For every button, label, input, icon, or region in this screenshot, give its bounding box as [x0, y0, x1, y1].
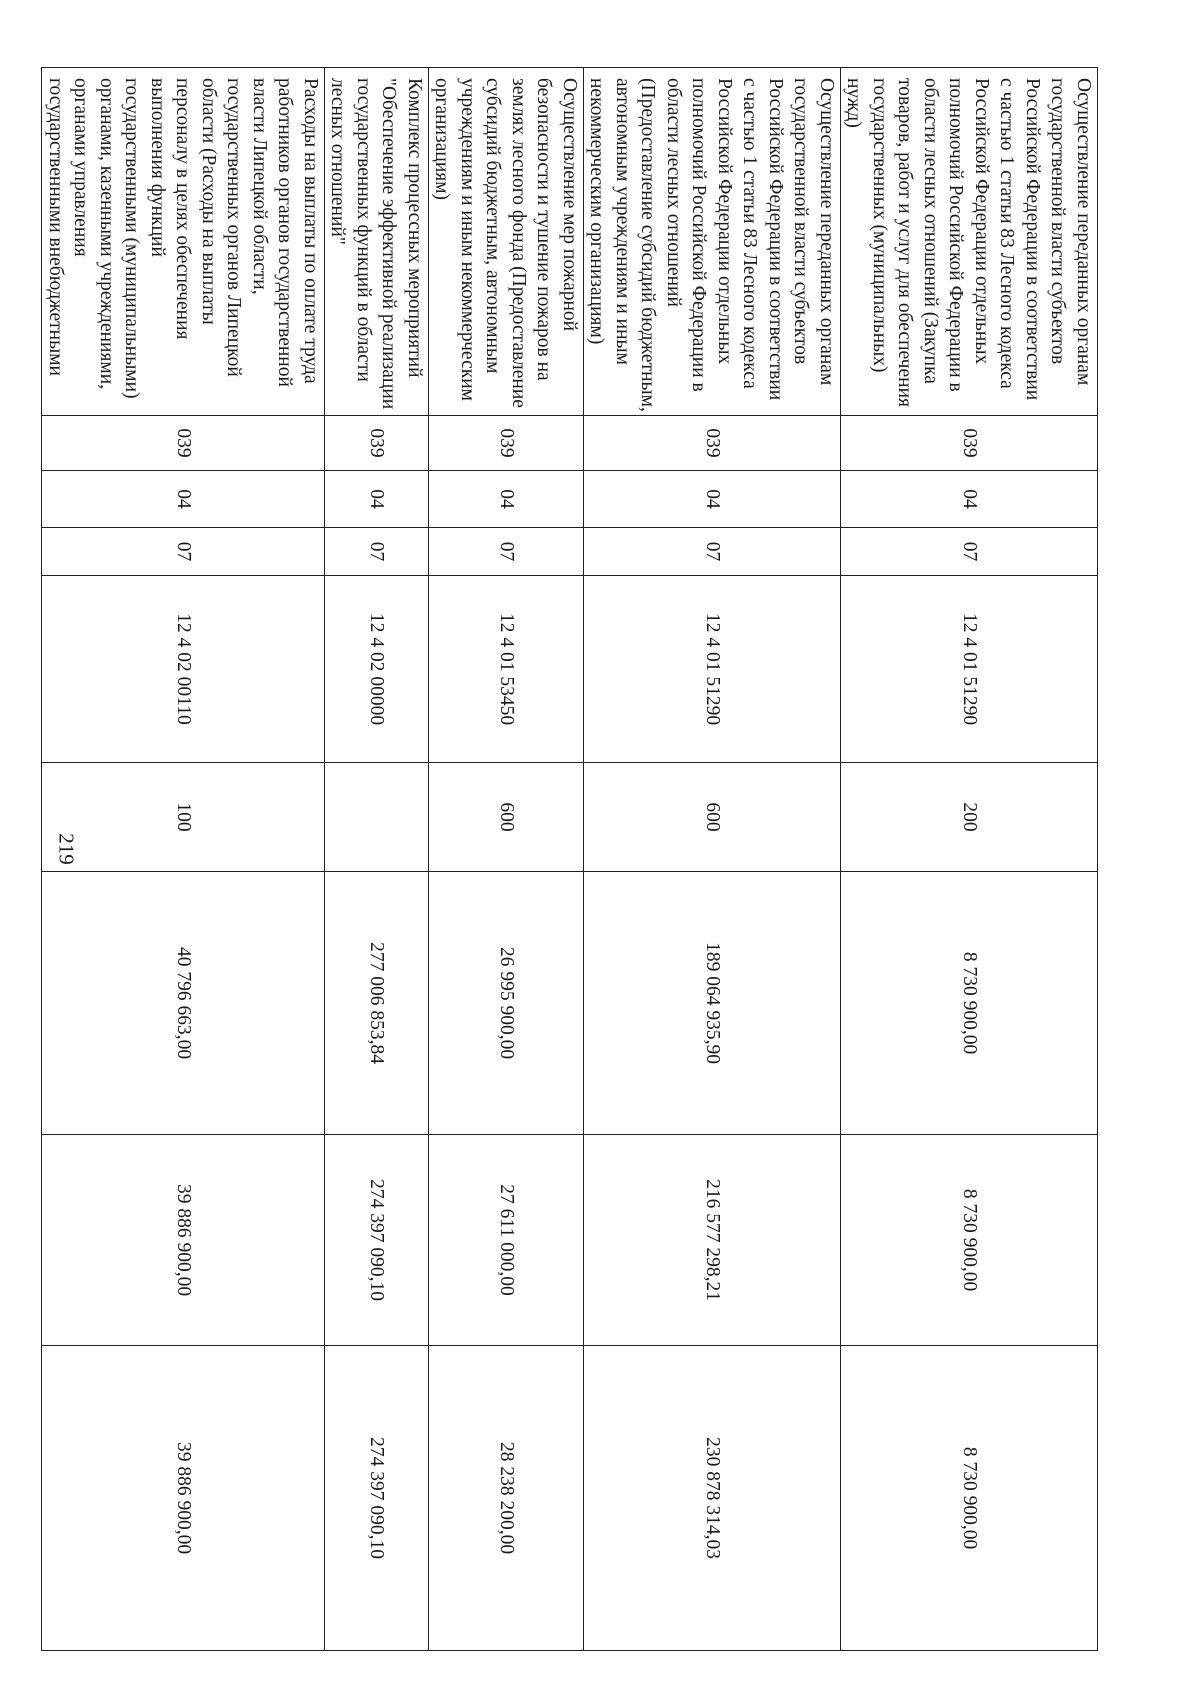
amount-cell-2: 8 730 900,00 [841, 1135, 1098, 1346]
expense-type-cell [325, 763, 429, 872]
section-code-cell: 04 [429, 471, 584, 528]
amount-cell-2: 274 397 090,10 [325, 1135, 429, 1346]
expense-name-cell: Комплекс процессных мероприятий "Обеспечение эффективной реализации государственных функций в области лесных отношений" [325, 68, 429, 416]
subsection-code-cell: 07 [841, 528, 1098, 576]
table-row [429, 68, 584, 1651]
target-article-cell: 12 4 02 00110 [42, 576, 325, 763]
expense-type-cell: 600 [584, 763, 841, 872]
grbs-code-cell: 039 [584, 416, 841, 471]
grbs-code-cell: 039 [42, 416, 325, 471]
amount-cell-2: 39 886 900,00 [42, 1135, 325, 1346]
grbs-code-cell: 039 [841, 416, 1098, 471]
table-row [325, 68, 429, 1651]
grbs-code-cell: 039 [325, 416, 429, 471]
expense-type-cell: 600 [429, 763, 584, 872]
subsection-code-cell: 07 [325, 528, 429, 576]
amount-cell-3: 28 238 200,00 [429, 1346, 584, 1651]
target-article-cell: 12 4 01 51290 [584, 576, 841, 763]
expense-type-cell: 200 [841, 763, 1098, 872]
amount-cell-3: 39 886 900,00 [42, 1346, 325, 1651]
subsection-code-cell: 07 [42, 528, 325, 576]
table-row [42, 68, 325, 1651]
amount-cell-2: 27 611 000,00 [429, 1135, 584, 1346]
expense-name-cell: Осуществление переданных органам государственной власти субъектов Российской Федерации в соответствии с частью 1 статьи 83 Лесного кодекса Российской Федерации отдельных полномочий Российской Федерации в области лесных отношений (Закупка товаров, работ и услуг для обеспечения государственных (муниципальных) нужд) [841, 68, 1098, 416]
table-row [841, 68, 1098, 1651]
subsection-code-cell: 07 [584, 528, 841, 576]
page-number: 219 [54, 833, 79, 865]
subsection-code-cell: 07 [429, 528, 584, 576]
table-row [584, 68, 841, 1651]
target-article-cell: 12 4 01 51290 [841, 576, 1098, 763]
amount-cell-1: 26 995 900,00 [429, 872, 584, 1135]
section-code-cell: 04 [841, 471, 1098, 528]
expense-name-cell: Осуществление мер пожарной безопасности и тушение пожаров на землях лесного фонда (Предоставление субсидий бюджетным, автономным учреждениям и иным некоммерческим организациям) [429, 68, 584, 416]
amount-cell-1: 277 006 853,84 [325, 872, 429, 1135]
amount-cell-3: 230 878 314,03 [584, 1346, 841, 1651]
amount-cell-3: 8 730 900,00 [841, 1346, 1098, 1651]
budget-table [42, 67, 1099, 1651]
amount-cell-1: 40 796 663,00 [42, 872, 325, 1135]
expense-type-cell: 100 [42, 763, 325, 872]
target-article-cell: 12 4 01 53450 [429, 576, 584, 763]
amount-cell-1: 8 730 900,00 [841, 872, 1098, 1135]
section-code-cell: 04 [42, 471, 325, 528]
target-article-cell: 12 4 02 00000 [325, 576, 429, 763]
expense-name-cell: Расходы на выплаты по оплате труда работников органов государственной власти Липецкой области, государственных органов Липецкой области (Расходы на выплаты персоналу в целях обеспечения выполнения функций государственными (муниципальными) органами, казенными учреждениями, органами управления государственными внебюджетными [42, 68, 325, 416]
expense-name-cell: Осуществление переданных органам государственной власти субъектов Российской Федерации в соответствии с частью 1 статьи 83 Лесного кодекса Российской Федерации отдельных полномочий Российской Федерации в области лесных отношений (Предоставление субсидий бюджетным, автономным учреждениям и иным некоммерческим организациям) [584, 68, 841, 416]
section-code-cell: 04 [325, 471, 429, 528]
amount-cell-3: 274 397 090,10 [325, 1346, 429, 1651]
section-code-cell: 04 [584, 471, 841, 528]
grbs-code-cell: 039 [429, 416, 584, 471]
amount-cell-2: 216 577 298,21 [584, 1135, 841, 1346]
amount-cell-1: 189 064 935,90 [584, 872, 841, 1135]
